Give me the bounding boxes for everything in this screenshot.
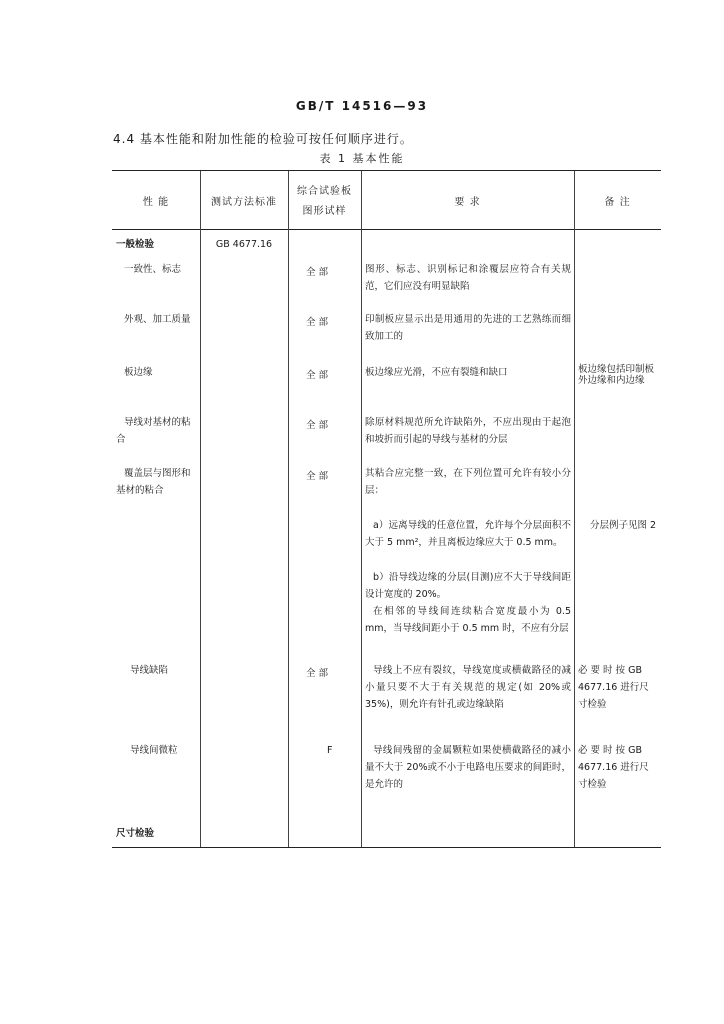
row-label-dimension: 尺寸检验 (116, 828, 155, 839)
requirement-edge: 板边缘应光滑，不应有裂缝和缺口 (365, 367, 508, 378)
requirement-metal-particles: 导线间残留的金属颗粒如果使横截路径的减小量不大于 20%或不小于电路电压要求的间距时，是允许的 (365, 745, 571, 790)
requirement-conductor-bond: 除原材料规范所允许缺陷外，不应出现由于起泡和坡折而引起的导线与基材的分层 (365, 417, 571, 445)
column-header-sample-a: 综合试验板 (297, 186, 352, 197)
sample-mark: 全 部 (306, 317, 329, 328)
requirement-appearance: 印制板应显示出是用通用的先进的工艺熟练而细致加工的 (365, 314, 571, 342)
row-label-coating-bond: 覆盖层与图形和基材的粘合 (116, 468, 191, 496)
table-header-rule (112, 229, 661, 230)
table-top-rule (112, 170, 661, 171)
column-header-method: 测试方法标准 (211, 197, 277, 208)
requirement-conductor-defect: 导线上不应有裂纹，导线宽度或横截路径的减小量只要不大于有关规范的规定(如 20%或 35%)，则允许有针孔或边缘缺陷 (365, 665, 571, 710)
requirement-delamination-c: 在相邻的导线间连续粘合宽度最小为 0.5 mm，当导线间距小于 0.5 mm 时，不应有分层 (365, 606, 571, 634)
column-header-sample-b: 图形试样 (302, 206, 347, 217)
remark-conductor-defect: 必 要 时 按 GB 4677.16 进行尺寸检验 (578, 665, 649, 710)
requirement-consistency: 图形、标志、识别标记和涂覆层应符合有关规范，它们应没有明显缺陷 (365, 264, 571, 292)
method-standard: GB 4677.16 (215, 239, 273, 250)
sample-mark: 全 部 (306, 267, 329, 278)
requirement-delamination-b: b）沿导线边缘的分层(目测)应不大于导线间距设计宽度的 20%。 (365, 572, 571, 600)
column-divider (361, 171, 362, 847)
requirement-coating-bond: 其粘合应完整一致，在下列位置可允许有较小分层： (365, 468, 571, 496)
sample-mark: 全 部 (306, 668, 329, 679)
row-label-edge: 板边缘 (124, 367, 153, 378)
sample-mark: 全 部 (306, 370, 329, 381)
column-header-remark: 备 注 (604, 197, 631, 208)
row-label-conductor-defect: 导线缺陷 (130, 665, 169, 676)
sample-mark: 全 部 (306, 420, 329, 431)
sample-mark: F (327, 745, 333, 756)
column-divider (200, 171, 201, 847)
remark-edge: 板边缘包括印制板外边缘和内边缘 (578, 364, 655, 386)
row-label-general: 一般检验 (116, 239, 155, 250)
column-divider (574, 171, 575, 847)
table-bottom-rule (112, 847, 661, 848)
remark-delamination: 分层例子见图 2 (590, 520, 657, 531)
row-label-consistency: 一致性、标志 (124, 264, 182, 275)
standard-header: GB/T 14516—93 (295, 99, 429, 113)
table-caption: 表 1 基本性能 (319, 152, 405, 165)
column-header-requirement: 要 求 (454, 197, 481, 208)
row-label-conductor-bond: 导线对基材的粘合 (116, 417, 191, 445)
column-divider (288, 171, 289, 847)
row-label-appearance: 外观、加工质量 (124, 314, 191, 325)
requirement-delamination-a: a）远离导线的任意位置，允许每个分层面积不大于 5 mm²，并且离板边缘应大于 0.5 mm。 (365, 520, 571, 548)
row-label-metal-particles: 导线间微粒 (130, 745, 178, 756)
clause-text: 4.4 基本性能和附加性能的检验可按任何顺序进行。 (113, 132, 413, 146)
sample-mark: 全 部 (306, 471, 329, 482)
remark-metal-particles: 必 要 时 按 GB 4677.16 进行尺寸检验 (578, 745, 649, 790)
column-header-property: 性 能 (142, 197, 170, 208)
